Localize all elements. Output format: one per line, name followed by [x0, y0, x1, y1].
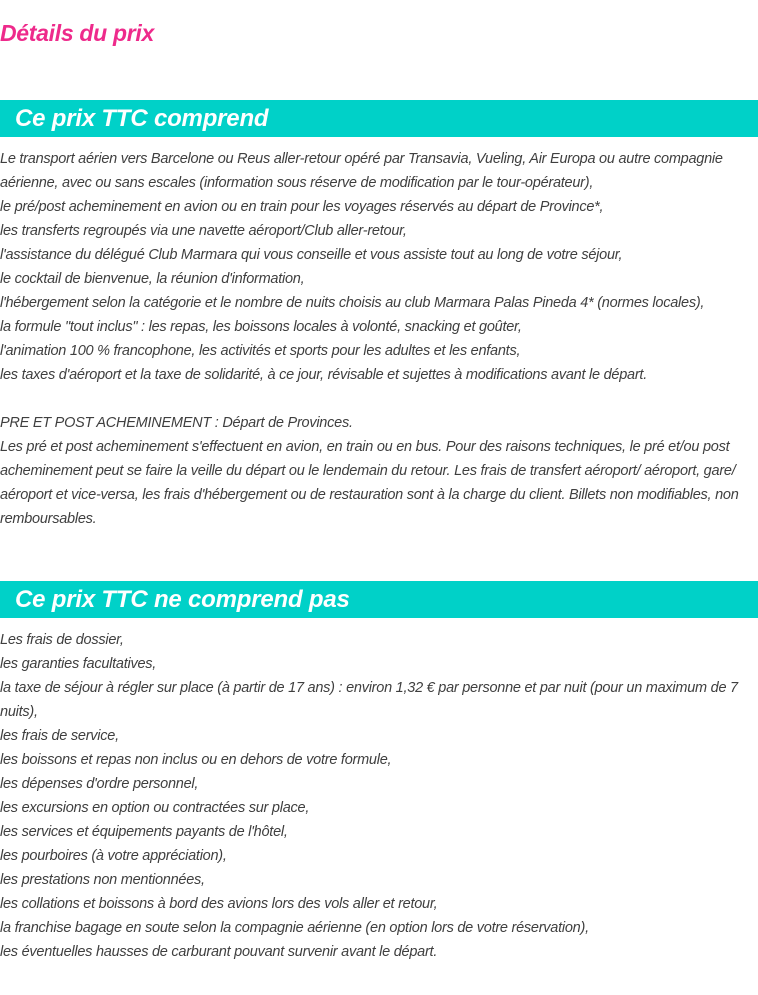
list-item: la taxe de séjour à régler sur place (à partir de 17 ans) : environ 1,32 € par personne et par nuit (pour un maximum de 7 nuits), [0, 680, 738, 720]
list-item: les excursions en option ou contractées sur place, [0, 800, 310, 816]
excluded-list [0, 628, 758, 964]
list-item: les prestations non mentionnées, [0, 872, 205, 888]
list-item: l'animation 100 % francophone, les activités et sports pour les adultes et les enfants, [0, 343, 521, 359]
list-item: les services et équipements payants de l'hôtel, [0, 824, 288, 840]
included-list [0, 147, 758, 387]
list-item: Le transport aérien vers Barcelone ou Reus aller-retour opéré par Transavia, Vueling, Air Europa ou autre compagnie aérienne, avec ou sans escales (information sous réserve de modification par le tour-opérateur), [0, 151, 723, 191]
list-item: les transferts regroupés via une navette aéroport/Club aller-retour, [0, 223, 407, 239]
section-heading-included: Ce prix TTC comprend [0, 100, 758, 137]
list-item: la franchise bagage en soute selon la compagnie aérienne (en option lors de votre réservation), [0, 920, 589, 936]
list-item: l'assistance du délégué Club Marmara qui vous conseille et vous assiste tout au long de votre séjour, [0, 247, 623, 263]
list-item: Les frais de dossier, [0, 632, 124, 648]
transfer-heading: PRE ET POST ACHEMINEMENT : Départ de Provinces. [0, 415, 353, 431]
page-title: Détails du prix [0, 20, 154, 46]
transfer-text: Les pré et post acheminement s'effectuent en avion, en train ou en bus. Pour des raisons techniques, le pré et/ou post acheminement peut se faire la veille du départ ou le lendemain du retour. Les frais de transfert aéroport/ aéroport, gare/ aéroport et vice-versa, les frais d'hébergement ou de restauration sont à la charge du client. Billets non modifiables, non remboursables. [0, 439, 739, 527]
transfer-info [0, 411, 758, 531]
list-item: les dépenses d'ordre personnel, [0, 776, 199, 792]
list-item: le cocktail de bienvenue, la réunion d'information, [0, 271, 305, 287]
list-item: la formule "tout inclus" : les repas, les boissons locales à volonté, snacking et goûter, [0, 319, 522, 335]
list-item: les garanties facultatives, [0, 656, 157, 672]
list-item: les pourboires (à votre appréciation), [0, 848, 227, 864]
list-item: les éventuelles hausses de carburant pouvant survenir avant le départ. [0, 944, 438, 960]
list-item: les collations et boissons à bord des avions lors des vols aller et retour, [0, 896, 438, 912]
list-item: les taxes d'aéroport et la taxe de solidarité, à ce jour, révisable et sujettes à modifications avant le départ. [0, 367, 647, 383]
list-item: le pré/post acheminement en avion ou en train pour les voyages réservés au départ de Province*, [0, 199, 604, 215]
list-item: les boissons et repas non inclus ou en dehors de votre formule, [0, 752, 392, 768]
section-heading-excluded: Ce prix TTC ne comprend pas [0, 581, 758, 618]
list-item: l'hébergement selon la catégorie et le nombre de nuits choisis au club Marmara Palas Pineda 4* (normes locales), [0, 295, 705, 311]
list-item: les frais de service, [0, 728, 119, 744]
